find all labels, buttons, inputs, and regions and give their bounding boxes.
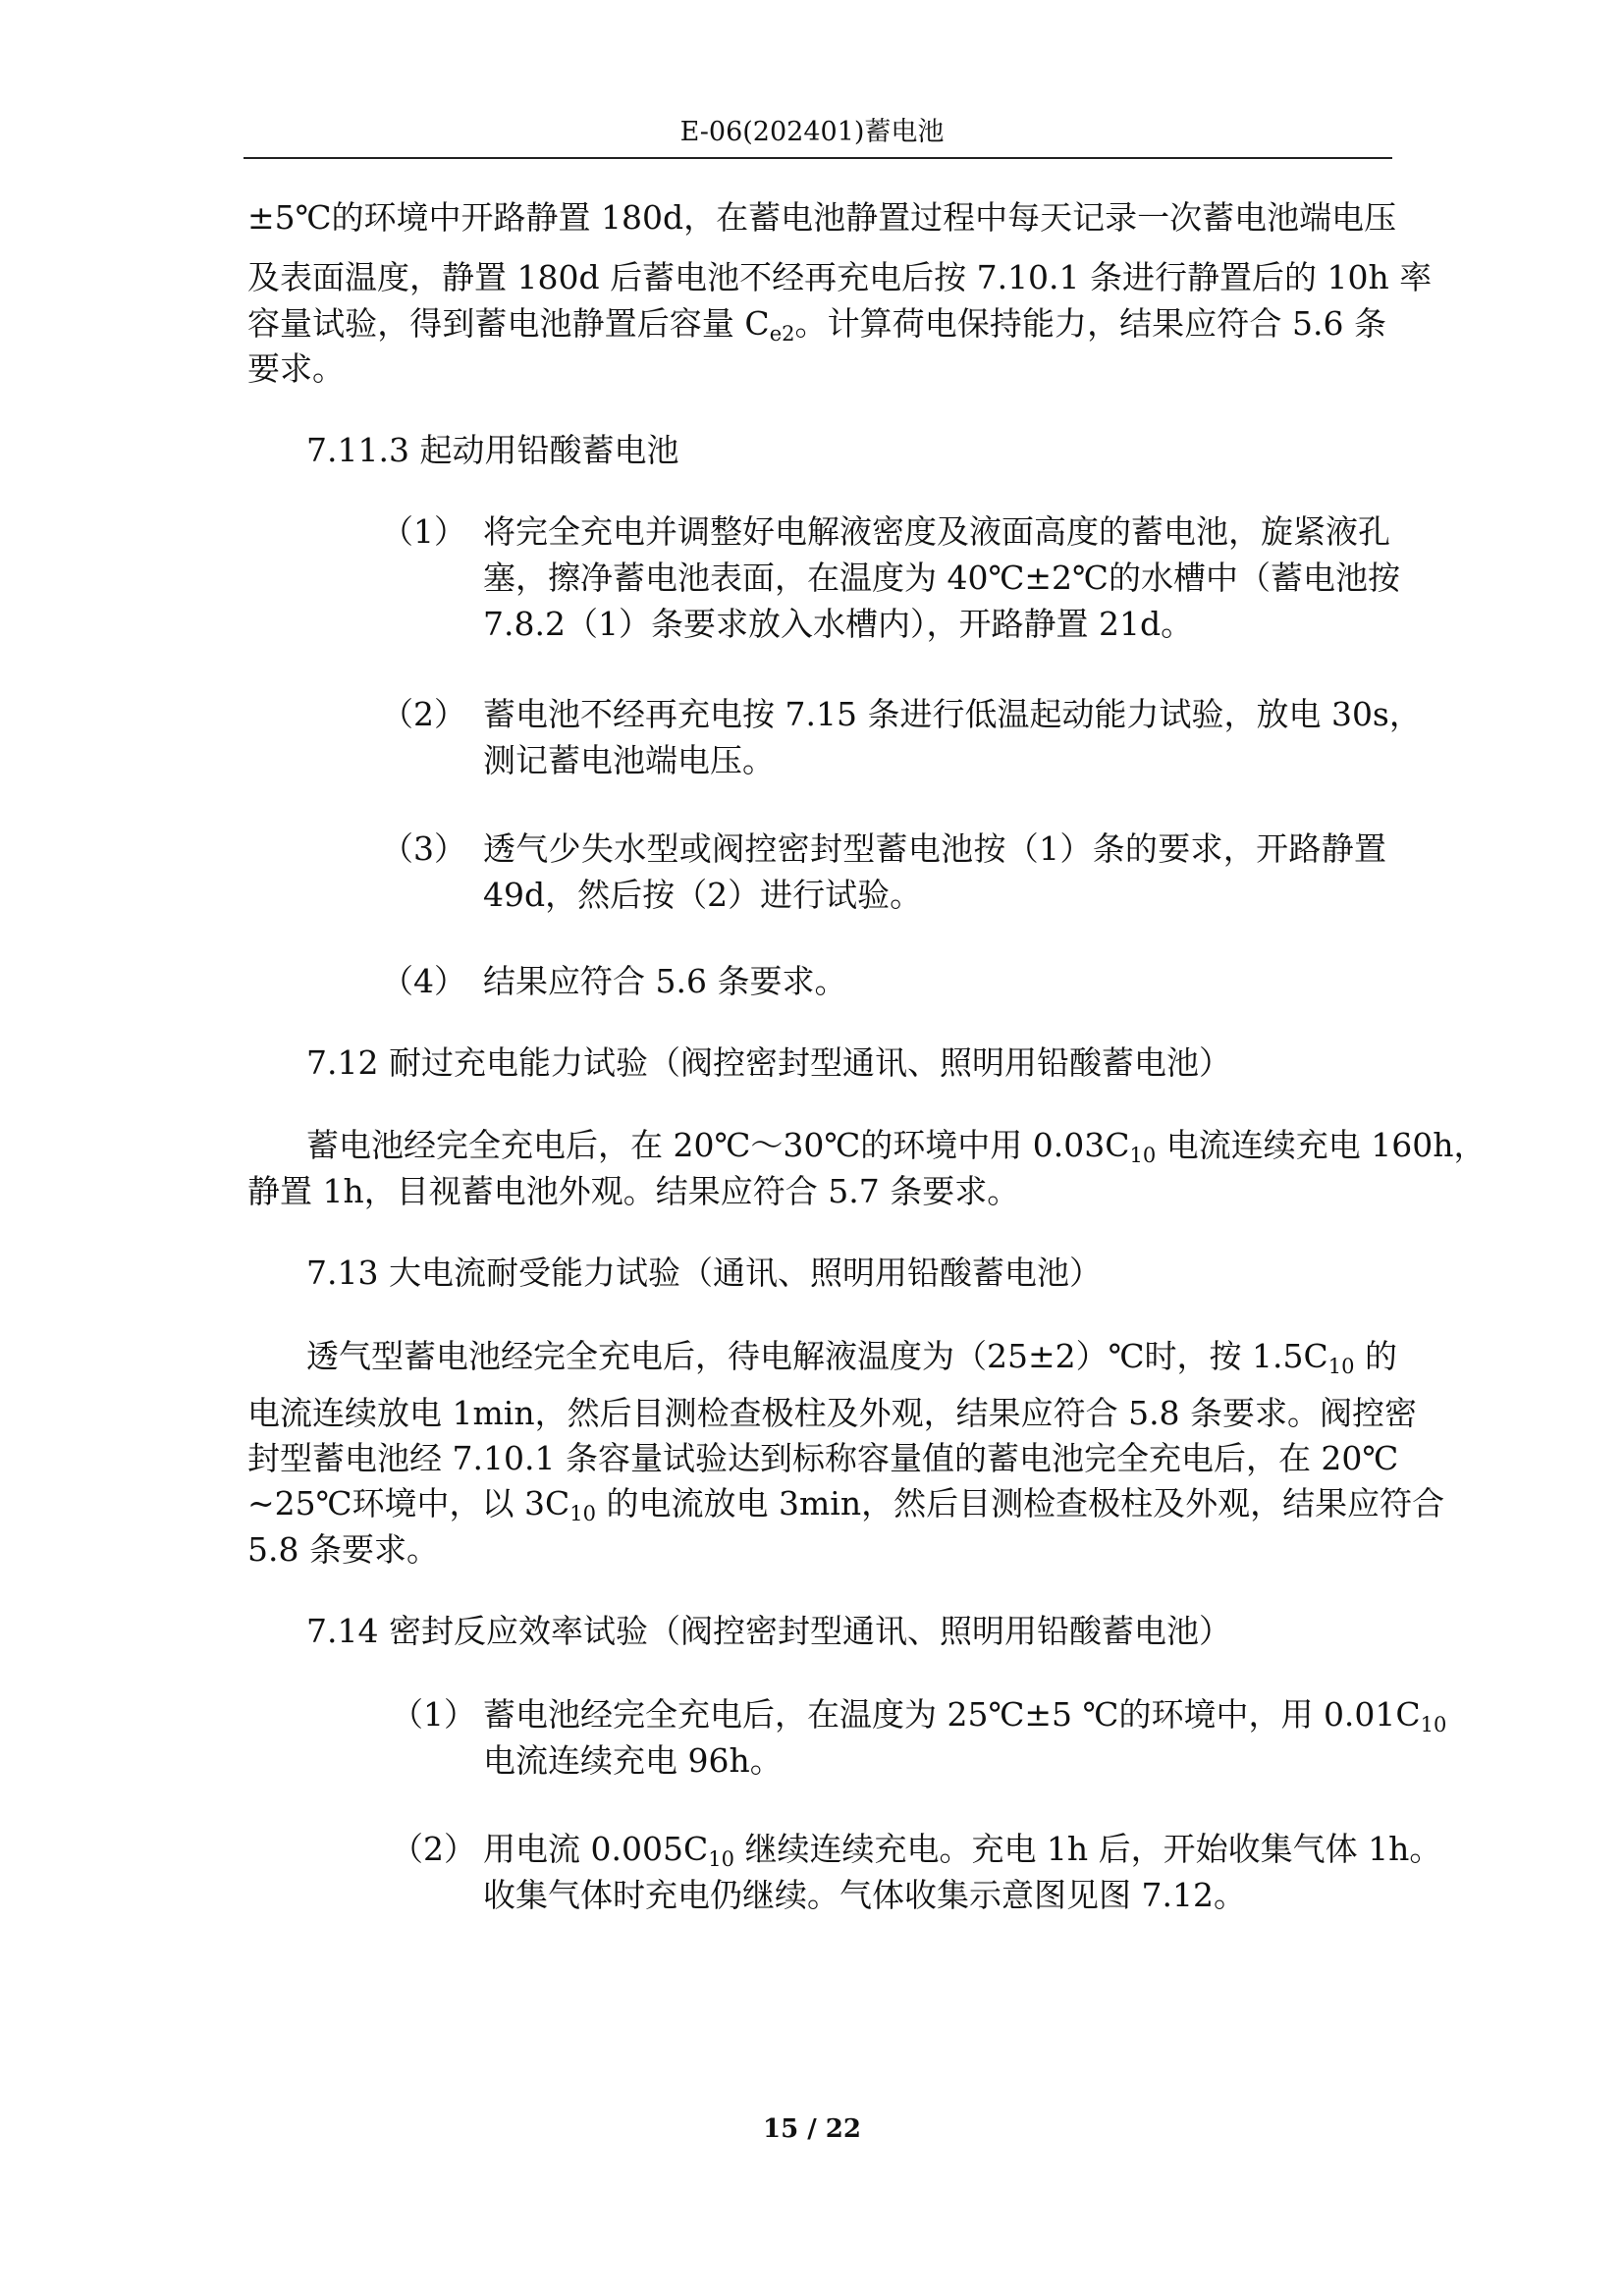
text-span: 电流连续充电 160h， xyxy=(1156,1126,1487,1164)
list-item-line: 透气少失水型或阀控密封型蓄电池按（1）条的要求，开路静置 xyxy=(483,829,1386,868)
list-item-line: 收集气体时充电仍继续。气体收集示意图见图 7.12。 xyxy=(483,1876,1246,1914)
paragraph-line: ±5℃的环境中开路静置 180d，在蓄电池静置过程中每天记录一次蓄电池端电压 xyxy=(247,198,1397,237)
list-item-number: （3） xyxy=(381,829,466,868)
text-span: 蓄电池经完全充电后，在 20℃～30℃的环境中用 0.03C xyxy=(306,1126,1130,1164)
list-item-line: 电流连续充电 96h。 xyxy=(483,1741,783,1780)
page-header-title: E-06(202401)蓄电池 xyxy=(679,117,945,147)
list-item-line xyxy=(483,1828,1442,1871)
section-heading-7-11-3: 7.11.3 起动用铅酸蓄电池 xyxy=(306,431,679,469)
header-divider xyxy=(244,157,1392,159)
text-span: 容量试验，得到蓄电池静置后容量 C xyxy=(247,304,770,343)
paragraph-line xyxy=(247,1482,1445,1525)
list-item-line: 7.8.2（1）条要求放入水槽内），开路静置 21d。 xyxy=(483,605,1194,643)
text-span: 的 xyxy=(1354,1337,1398,1375)
list-item-line: 将完全充电并调整好电解液密度及液面高度的蓄电池，旋紧液孔 xyxy=(483,512,1390,551)
paragraph-line: 要求。 xyxy=(247,349,345,388)
section-heading-7-14: 7.14 密封反应效率试验（阀控密封型通讯、照明用铅酸蓄电池） xyxy=(306,1612,1231,1650)
list-item-line: 蓄电池不经再充电按 7.15 条进行低温起动能力试验，放电 30s， xyxy=(483,695,1422,733)
list-item-number: （2） xyxy=(391,1830,476,1868)
text-span: 继续连续充电。充电 1h 后，开始收集气体 1h。 xyxy=(733,1830,1442,1868)
text-span: 透气型蓄电池经完全充电后，待电解液温度为（25±2）℃时，按 1.5C xyxy=(306,1337,1328,1375)
subscript: 10 xyxy=(1129,1144,1157,1167)
list-item-number: （1） xyxy=(381,512,466,551)
text-span: ~25℃环境中，以 3C xyxy=(247,1484,570,1522)
list-item-number: （4） xyxy=(381,962,466,1000)
paragraph-line xyxy=(247,302,1386,346)
page-number: 15 / 22 xyxy=(763,2114,861,2144)
paragraph-line: 5.8 条要求。 xyxy=(247,1530,439,1569)
section-heading-7-13: 7.13 大电流耐受能力试验（通讯、照明用铅酸蓄电池） xyxy=(306,1254,1102,1292)
paragraph-line: 及表面温度，静置 180d 后蓄电池不经再充电后按 7.10.1 条进行静置后的 10h 率 xyxy=(247,258,1433,296)
list-item-line: 49d，然后按（2）进行试验。 xyxy=(483,876,923,914)
list-item-number: （1） xyxy=(391,1695,476,1734)
text-span: 的电流放电 3min，然后目测检查极柱及外观，结果应符合 xyxy=(596,1484,1445,1522)
paragraph-line: 封型蓄电池经 7.10.1 条容量试验达到标称容量值的蓄电池完全充电后，在 20℃ xyxy=(247,1439,1399,1477)
list-item-number: （2） xyxy=(381,695,466,733)
subscript: 10 xyxy=(708,1847,734,1871)
paragraph-line xyxy=(306,1335,1398,1378)
list-item-line: 结果应符合 5.6 条要求。 xyxy=(483,962,847,1000)
text-span: 蓄电池经完全充电后，在温度为 25℃±5 ℃的环境中，用 0.01C xyxy=(483,1695,1421,1734)
subscript: e2 xyxy=(769,322,795,346)
paragraph-line xyxy=(306,1124,1487,1167)
subscript: 10 xyxy=(1327,1355,1355,1378)
subscript: 10 xyxy=(1420,1713,1447,1736)
subscript: 10 xyxy=(569,1502,597,1525)
paragraph-line: 静置 1h，目视蓄电池外观。结果应符合 5.7 条要求。 xyxy=(247,1172,1020,1210)
list-item-line: 塞，擦净蓄电池表面，在温度为 40℃±2℃的水槽中（蓄电池按 xyxy=(483,559,1400,597)
text-span: 用电流 0.005C xyxy=(483,1830,709,1868)
text-span: 。计算荷电保持能力，结果应符合 5.6 条 xyxy=(794,304,1386,343)
section-heading-7-12: 7.12 耐过充电能力试验（阀控密封型通讯、照明用铅酸蓄电池） xyxy=(306,1043,1231,1082)
paragraph-line: 电流连续放电 1min，然后目测检查极柱及外观，结果应符合 5.8 条要求。阀控密 xyxy=(247,1394,1418,1432)
list-item-line: 测记蓄电池端电压。 xyxy=(483,741,775,779)
list-item-line xyxy=(483,1693,1447,1736)
